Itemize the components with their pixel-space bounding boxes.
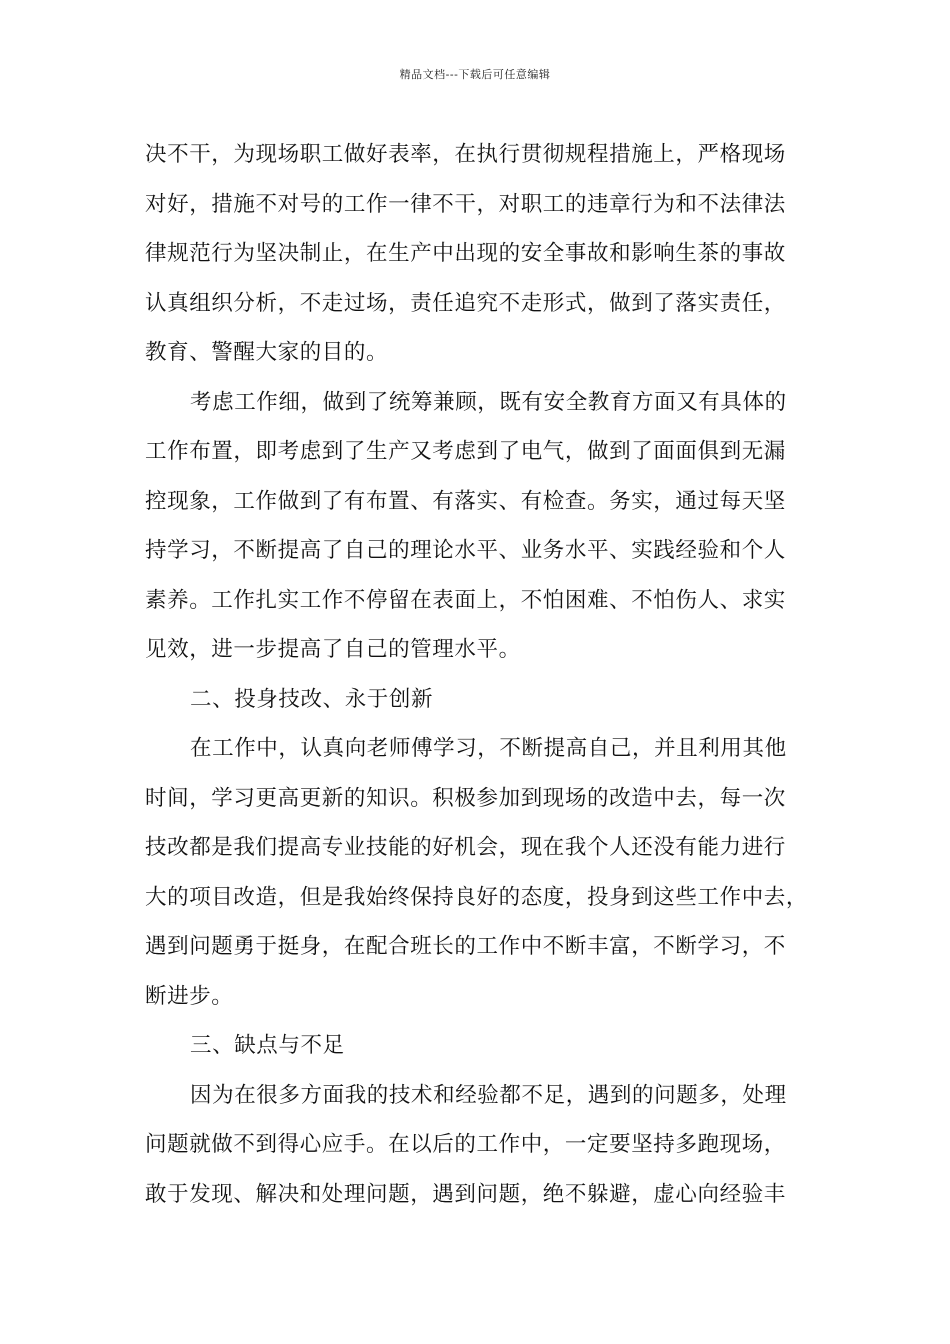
text-line: 时间，学习更高更新的知识。积极参加到现场的改造中去，每一次 — [145, 785, 786, 811]
text-line: 素养。工作扎实工作不停留在表面上，不怕困难、不怕伤人、求实 — [145, 587, 786, 613]
text-line: 持学习，不断提高了自己的理论水平、业务水平、实践经验和个人 — [145, 538, 786, 563]
text-line: 对好，措施不对号的工作一律不干，对职工的违章行为和不法律法 — [145, 191, 786, 217]
text-line: 在工作中，认真向老师傅学习，不断提高自己，并且利用其他 — [190, 736, 787, 761]
text-line: 遇到问题勇于挺身，在配合班长的工作中不断丰富，不断学习，不 — [145, 934, 786, 959]
page-header: 精品文档---下载后可任意编辑 — [399, 68, 551, 81]
text-line: 见效，进一步提高了自己的管理水平。 — [145, 637, 521, 662]
text-line: 问题就做不到得心应手。在以后的工作中，一定要坚持多跑现场， — [145, 1132, 786, 1157]
text-line: 律规范行为坚决制止，在生产中出现的安全事故和影响生茶的事故 — [145, 241, 786, 266]
text-line: 控现象，工作做到了有布置、有落实、有检查。务实，通过每天坚 — [145, 488, 786, 514]
text-line: 二、投身技改、永于创新 — [190, 686, 434, 712]
text-line: 教育、警醒大家的目的。 — [145, 340, 389, 365]
text-line: 技改都是我们提高专业技能的好机会，现在我个人还没有能力进行 — [145, 835, 786, 860]
text-line: 决不干，为现场职工做好表率，在执行贯彻规程措施上，严格现场 — [145, 142, 786, 167]
text-line: 断进步。 — [145, 983, 234, 1009]
text-line: 敢于发现、解决和处理问题，遇到问题，绝不躲避，虚心向经验丰 — [145, 1181, 786, 1207]
text-line: 认真组织分析，不走过场，责任追究不走形式，做到了落实责任， — [145, 290, 786, 316]
text-line: 大的项目改造，但是我始终保持良好的态度，投身到这些工作中去， — [145, 884, 809, 910]
text-line: 工作布置，即考虑到了生产又考虑到了电气，做到了面面俱到无漏 — [145, 439, 786, 464]
document-body — [145, 130, 820, 1219]
text-line: 因为在很多方面我的技术和经验都不足，遇到的问题多，处理 — [190, 1082, 787, 1108]
text-line: 考虑工作细，做到了统筹兼顾，既有安全教育方面又有具体的 — [190, 389, 787, 415]
text-line: 三、缺点与不足 — [190, 1033, 345, 1058]
